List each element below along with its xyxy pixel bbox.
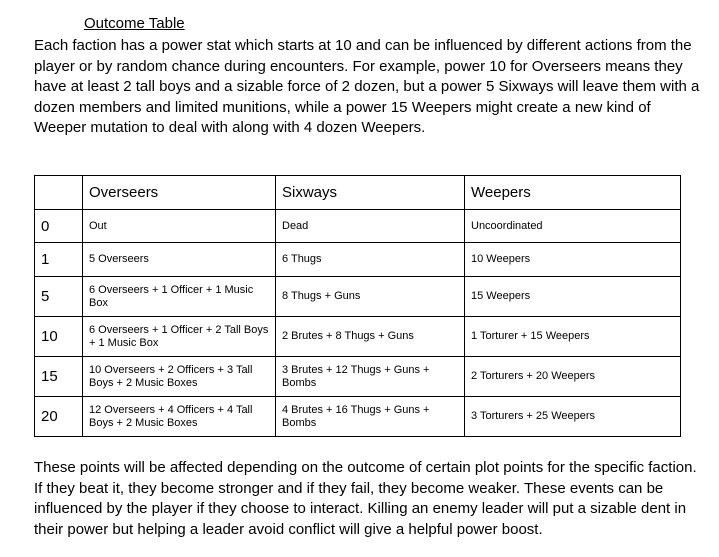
outcome-table (34, 175, 681, 437)
power-cell: 0 (35, 210, 83, 243)
sixways-cell: 4 Brutes + 16 Thugs + Guns + Bombs (276, 397, 465, 437)
table-row (35, 210, 681, 243)
outro-paragraph: These points will be affected depending on the outcome of certain plot points for the specific faction. If they beat it, they become stronger and if they fail, they become weaker. These events can be influenced by the player if they choose to interact. Killing an enemy leader will put a sizable dent in their power but helping a leader avoid conflict will give a helpful power boost. (34, 459, 697, 538)
document-title: Outcome Table (84, 15, 185, 32)
power-cell: 20 (35, 397, 83, 437)
table-row (35, 317, 681, 357)
overseers-cell: 10 Overseers + 2 Officers + 3 Tall Boys + 2 Music Boxes (83, 357, 276, 397)
overseers-cell: 5 Overseers (83, 243, 276, 277)
overseers-cell: 12 Overseers + 4 Officers + 4 Tall Boys + 2 Music Boxes (83, 397, 276, 437)
table-row (35, 277, 681, 317)
weepers-cell: 2 Torturers + 20 Weepers (465, 357, 681, 397)
header-weepers: Weepers (465, 176, 681, 210)
weepers-cell: 15 Weepers (465, 277, 681, 317)
power-cell: 10 (35, 317, 83, 357)
power-cell: 5 (35, 277, 83, 317)
weepers-cell: 10 Weepers (465, 243, 681, 277)
overseers-cell: 6 Overseers + 1 Officer + 1 Music Box (83, 277, 276, 317)
power-cell: 15 (35, 357, 83, 397)
table-row (35, 357, 681, 397)
intro-paragraph: Each faction has a power stat which starts at 10 and can be influenced by different actions from the player or by random chance during encounters. For example, power 10 for Overseers means they have at least 2 tall boys and a sizable force of 2 dozen, but a power 5 Sixways will leave them with a dozen members and limited munitions, while a power 15 Weepers might create a new kind of Weeper mutation to deal with along with 4 dozen Weepers. (34, 37, 700, 136)
sixways-cell: 6 Thugs (276, 243, 465, 277)
weepers-cell: Uncoordinated (465, 210, 681, 243)
header-sixways: Sixways (276, 176, 465, 210)
overseers-cell: 6 Overseers + 1 Officer + 2 Tall Boys + 1 Music Box (83, 317, 276, 357)
table-row (35, 397, 681, 437)
table-row (35, 243, 681, 277)
overseers-cell: Out (83, 210, 276, 243)
sixways-cell: 2 Brutes + 8 Thugs + Guns (276, 317, 465, 357)
power-cell: 1 (35, 243, 83, 277)
header-overseers: Overseers (83, 176, 276, 210)
weepers-cell: 3 Torturers + 25 Weepers (465, 397, 681, 437)
sixways-cell: 3 Brutes + 12 Thugs + Guns + Bombs (276, 357, 465, 397)
sixways-cell: Dead (276, 210, 465, 243)
header-power (35, 176, 83, 210)
table-header-row (35, 176, 681, 210)
weepers-cell: 1 Torturer + 15 Weepers (465, 317, 681, 357)
sixways-cell: 8 Thugs + Guns (276, 277, 465, 317)
